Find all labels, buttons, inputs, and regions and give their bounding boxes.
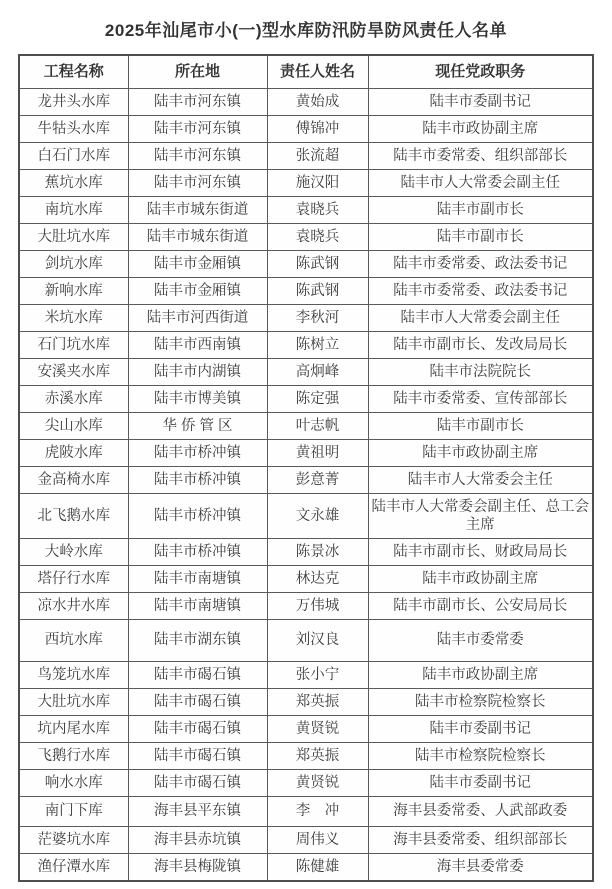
table-row — [19, 89, 593, 116]
table-row — [19, 743, 593, 770]
table-row — [19, 359, 593, 386]
cell-current-position: 陆丰市委副书记 — [368, 716, 593, 743]
cell-current-position: 陆丰市检察院检察长 — [368, 743, 593, 770]
cell-project-name: 凉水井水库 — [19, 593, 128, 620]
cell-person-name: 林达克 — [267, 566, 368, 593]
cell-person-name: 彭意菁 — [267, 467, 368, 494]
cell-location: 陆丰市金厢镇 — [128, 278, 267, 305]
cell-project-name: 虎陂水库 — [19, 440, 128, 467]
cell-location: 陆丰市城东街道 — [128, 197, 267, 224]
cell-current-position: 陆丰市副市长、财政局局长 — [368, 539, 593, 566]
cell-project-name: 茫婆坑水库 — [19, 827, 128, 854]
cell-person-name: 李 冲 — [267, 797, 368, 827]
cell-person-name: 万伟城 — [267, 593, 368, 620]
cell-location: 陆丰市碣石镇 — [128, 689, 267, 716]
cell-project-name: 坑内尾水库 — [19, 716, 128, 743]
table-row — [19, 413, 593, 440]
cell-current-position: 陆丰市副市长、发改局局长 — [368, 332, 593, 359]
cell-current-position: 陆丰市委常委、政法委书记 — [368, 278, 593, 305]
cell-person-name: 周伟义 — [267, 827, 368, 854]
cell-location: 陆丰市碣石镇 — [128, 770, 267, 797]
cell-project-name: 鸟笼坑水库 — [19, 662, 128, 689]
cell-location: 陆丰市桥冲镇 — [128, 494, 267, 539]
cell-current-position: 陆丰市委副书记 — [368, 770, 593, 797]
table-row — [19, 566, 593, 593]
cell-location: 海丰县平东镇 — [128, 797, 267, 827]
cell-project-name: 南门下库 — [19, 797, 128, 827]
cell-person-name: 袁晓兵 — [267, 224, 368, 251]
cell-person-name: 陈武钢 — [267, 278, 368, 305]
cell-project-name: 尖山水库 — [19, 413, 128, 440]
cell-location: 陆丰市碣石镇 — [128, 716, 267, 743]
page-title: 2025年汕尾市小(一)型水库防汛防旱防风责任人名单 — [104, 21, 508, 40]
table-row — [19, 827, 593, 854]
cell-project-name: 石门坑水库 — [19, 332, 128, 359]
cell-person-name: 黄始成 — [267, 89, 368, 116]
cell-project-name: 新响水库 — [19, 278, 128, 305]
table-row — [19, 305, 593, 332]
table-row — [19, 689, 593, 716]
cell-project-name: 剑坑水库 — [19, 251, 128, 278]
cell-project-name: 响水水库 — [19, 770, 128, 797]
table-row — [19, 386, 593, 413]
cell-person-name: 傅锦冲 — [267, 116, 368, 143]
cell-current-position: 陆丰市政协副主席 — [368, 116, 593, 143]
cell-project-name: 牛牯头水库 — [19, 116, 128, 143]
cell-location: 陆丰市湖东镇 — [128, 620, 267, 662]
cell-current-position: 陆丰市副市长 — [368, 197, 593, 224]
cell-current-position: 陆丰市副市长、公安局局长 — [368, 593, 593, 620]
cell-location: 陆丰市桥冲镇 — [128, 440, 267, 467]
cell-project-name: 龙井头水库 — [19, 89, 128, 116]
table-header — [19, 55, 593, 89]
cell-person-name: 陈健雄 — [267, 854, 368, 881]
cell-project-name: 赤溪水库 — [19, 386, 128, 413]
cell-current-position: 陆丰市政协副主席 — [368, 566, 593, 593]
cell-project-name: 塔仔行水库 — [19, 566, 128, 593]
table-row — [19, 467, 593, 494]
cell-project-name: 西坑水库 — [19, 620, 128, 662]
cell-person-name: 高炯峰 — [267, 359, 368, 386]
cell-current-position: 陆丰市委常委、政法委书记 — [368, 251, 593, 278]
cell-current-position: 海丰县委常委、人武部政委 — [368, 797, 593, 827]
cell-person-name: 陈武钢 — [267, 251, 368, 278]
table-row — [19, 539, 593, 566]
cell-location: 陆丰市河东镇 — [128, 170, 267, 197]
cell-project-name: 大肚坑水库 — [19, 224, 128, 251]
cell-person-name: 黄贤锐 — [267, 770, 368, 797]
cell-project-name: 安溪夹水库 — [19, 359, 128, 386]
table-row — [19, 197, 593, 224]
col-header-current-position: 现任党政职务 — [368, 55, 593, 89]
cell-location: 陆丰市桥冲镇 — [128, 467, 267, 494]
cell-project-name: 大岭水库 — [19, 539, 128, 566]
cell-person-name: 黄贤锐 — [267, 716, 368, 743]
cell-current-position: 陆丰市人大常委会副主任 — [368, 170, 593, 197]
cell-person-name: 郑英振 — [267, 743, 368, 770]
cell-current-position: 陆丰市委副书记 — [368, 89, 593, 116]
cell-location: 华 侨 管 区 — [128, 413, 267, 440]
reservoir-responsibility-table — [18, 54, 594, 882]
cell-project-name: 飞鹅行水库 — [19, 743, 128, 770]
table-row — [19, 716, 593, 743]
cell-person-name: 张小宁 — [267, 662, 368, 689]
cell-project-name: 渔仔潭水库 — [19, 854, 128, 881]
cell-current-position: 陆丰市委常委 — [368, 620, 593, 662]
cell-location: 陆丰市西南镇 — [128, 332, 267, 359]
cell-person-name: 张流超 — [267, 143, 368, 170]
table-row — [19, 278, 593, 305]
table-row — [19, 440, 593, 467]
table-row — [19, 797, 593, 827]
cell-location: 陆丰市河东镇 — [128, 89, 267, 116]
table-row — [19, 662, 593, 689]
cell-location: 陆丰市碣石镇 — [128, 662, 267, 689]
cell-person-name: 郑英振 — [267, 689, 368, 716]
cell-person-name: 陈景冰 — [267, 539, 368, 566]
cell-location: 陆丰市南塘镇 — [128, 566, 267, 593]
table-row — [19, 251, 593, 278]
cell-project-name: 白石门水库 — [19, 143, 128, 170]
table-row — [19, 494, 593, 539]
cell-current-position: 陆丰市人大常委会副主任、总工会主席 — [368, 494, 593, 539]
cell-location: 陆丰市南塘镇 — [128, 593, 267, 620]
cell-project-name: 大肚坑水库 — [19, 689, 128, 716]
cell-current-position: 陆丰市副市长 — [368, 224, 593, 251]
cell-project-name: 金高椅水库 — [19, 467, 128, 494]
cell-person-name: 黄祖明 — [267, 440, 368, 467]
cell-person-name: 文永雄 — [267, 494, 368, 539]
col-header-location: 所在地 — [128, 55, 267, 89]
cell-person-name: 叶志帆 — [267, 413, 368, 440]
table-row — [19, 854, 593, 881]
cell-current-position: 陆丰市政协副主席 — [368, 662, 593, 689]
cell-current-position: 陆丰市副市长 — [368, 413, 593, 440]
cell-current-position: 陆丰市政协副主席 — [368, 440, 593, 467]
table-row — [19, 620, 593, 662]
cell-project-name: 南坑水库 — [19, 197, 128, 224]
cell-current-position: 陆丰市人大常委会主任 — [368, 467, 593, 494]
header-row — [19, 55, 593, 89]
cell-person-name: 陈树立 — [267, 332, 368, 359]
cell-current-position: 陆丰市委常委、宣传部部长 — [368, 386, 593, 413]
cell-location: 海丰县梅陇镇 — [128, 854, 267, 881]
table-body — [19, 89, 593, 881]
table-row — [19, 332, 593, 359]
cell-person-name: 施汉阳 — [267, 170, 368, 197]
cell-location: 陆丰市桥冲镇 — [128, 539, 267, 566]
cell-person-name: 刘汉良 — [267, 620, 368, 662]
table-row — [19, 770, 593, 797]
cell-location: 陆丰市河西街道 — [128, 305, 267, 332]
table-row — [19, 143, 593, 170]
cell-location: 陆丰市博美镇 — [128, 386, 267, 413]
cell-current-position: 陆丰市检察院检察长 — [368, 689, 593, 716]
cell-location: 陆丰市河东镇 — [128, 143, 267, 170]
table-row — [19, 170, 593, 197]
cell-location: 海丰县赤坑镇 — [128, 827, 267, 854]
cell-current-position: 海丰县委常委、组织部部长 — [368, 827, 593, 854]
cell-location: 陆丰市碣石镇 — [128, 743, 267, 770]
cell-location: 陆丰市内湖镇 — [128, 359, 267, 386]
cell-current-position: 陆丰市法院院长 — [368, 359, 593, 386]
cell-location: 陆丰市金厢镇 — [128, 251, 267, 278]
table-row — [19, 116, 593, 143]
table-row — [19, 593, 593, 620]
cell-current-position: 海丰县委常委 — [368, 854, 593, 881]
col-header-project-name: 工程名称 — [19, 55, 128, 89]
cell-current-position: 陆丰市人大常委会副主任 — [368, 305, 593, 332]
cell-person-name: 李秋河 — [267, 305, 368, 332]
cell-project-name: 北飞鹅水库 — [19, 494, 128, 539]
cell-location: 陆丰市河东镇 — [128, 116, 267, 143]
table-row — [19, 224, 593, 251]
cell-project-name: 米坑水库 — [19, 305, 128, 332]
cell-person-name: 陈定强 — [267, 386, 368, 413]
cell-location: 陆丰市城东街道 — [128, 224, 267, 251]
cell-project-name: 蕉坑水库 — [19, 170, 128, 197]
col-header-person-name: 责任人姓名 — [267, 55, 368, 89]
cell-person-name: 袁晓兵 — [267, 197, 368, 224]
cell-current-position: 陆丰市委常委、组织部部长 — [368, 143, 593, 170]
